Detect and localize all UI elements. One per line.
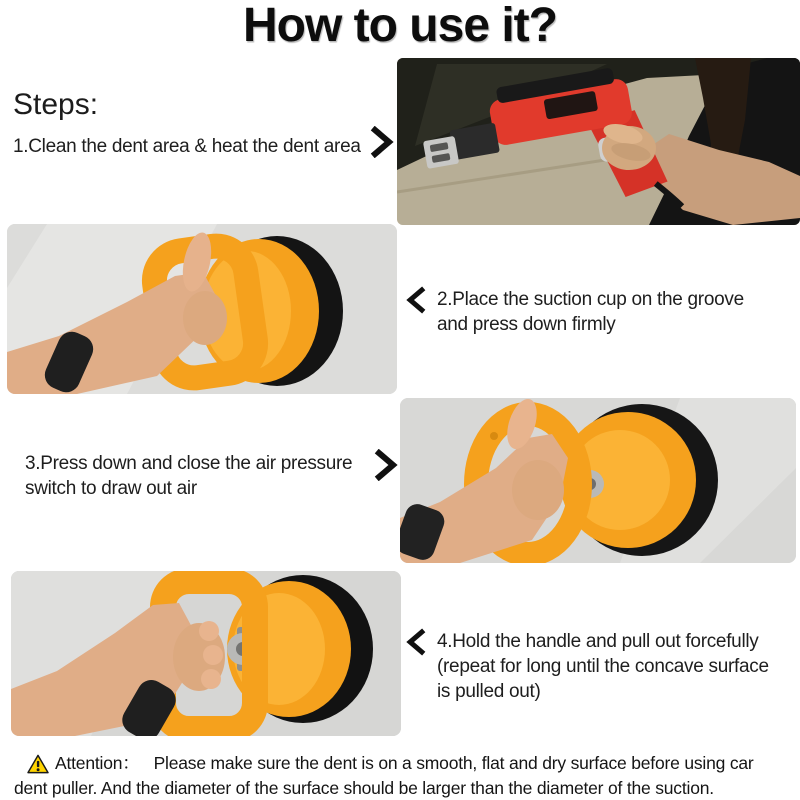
step-3-text [25, 451, 352, 501]
attention-label: Attention： [55, 753, 140, 773]
attention-line-2: dent puller. And the diameter of the surface should be larger than the diameter of the suction. [14, 778, 714, 798]
knuckle [203, 645, 223, 665]
step-1-text: 1.Clean the dent area & heat the dent area [13, 136, 361, 157]
press-cup-scene [400, 398, 796, 563]
step-4-line-2: (repeat for long until the concave surface [437, 656, 769, 677]
step-2-text [437, 287, 744, 337]
step-4-line-3: is pulled out) [437, 681, 541, 702]
pull-handle-scene [11, 571, 401, 736]
warning-triangle-icon [27, 754, 49, 774]
step-4-line-1: 4.Hold the handle and pull out forcefully [437, 631, 759, 652]
chevron-right-icon [374, 449, 398, 481]
chevron-right-icon [370, 126, 394, 158]
knuckle [201, 669, 221, 689]
step-2-line-2: and press down firmly [437, 314, 616, 335]
heat-gun-scene [397, 58, 800, 225]
fingers [183, 291, 227, 345]
photo-step4-pull-handle [11, 571, 401, 736]
attention-note [0, 751, 800, 800]
step-3-line-2: switch to draw out air [25, 478, 197, 499]
photo-step3-press-cup [400, 398, 796, 563]
photo-step1-heat-gun [397, 58, 800, 225]
step-4-text [437, 629, 769, 704]
knuckle [199, 621, 219, 641]
attention-text-1: Please make sure the dent is on a smooth, flat and dry surface before using car [153, 753, 754, 773]
photo-step2-suction-cup [7, 224, 397, 394]
steps-label: Steps: [13, 88, 99, 121]
chevron-left-icon [406, 286, 426, 314]
handle-screw [490, 432, 498, 440]
step-3-line-1: 3.Press down and close the air pressure [25, 453, 353, 474]
page-title: How to use it? [243, 0, 557, 52]
chevron-left-icon [406, 628, 426, 656]
suction-cup-scene [7, 224, 397, 394]
attention-line-1 [0, 751, 800, 776]
step-2-line-1: 2.Place the suction cup on the groove [437, 289, 744, 310]
fingers [512, 460, 564, 520]
nozzle-tip [423, 136, 459, 169]
